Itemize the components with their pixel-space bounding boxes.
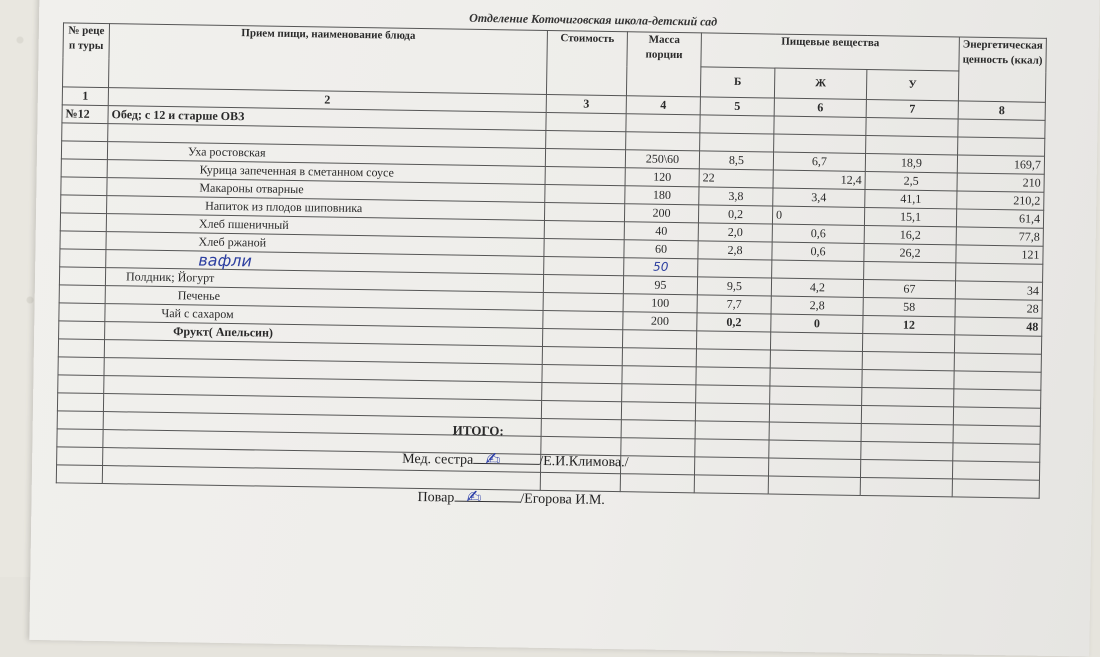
kcal-value xyxy=(954,335,1041,354)
protein-value: 0,2 xyxy=(697,313,771,332)
signature-mark: ✍ xyxy=(466,486,482,508)
protein-value: 3,8 xyxy=(699,187,773,206)
dish-name: Макароны отварные xyxy=(107,178,545,203)
dish-name: Хлеб ржаной xyxy=(106,232,544,257)
protein-value: 22 xyxy=(699,169,773,188)
kcal-value: 210,2 xyxy=(957,191,1044,210)
col-number: 8 xyxy=(958,101,1045,120)
col-nutrients: Пищевые вещества xyxy=(701,33,960,71)
fat-value: 3,4 xyxy=(773,188,865,207)
menu-sheet xyxy=(29,0,1100,657)
protein-value: 7,7 xyxy=(697,295,771,314)
fat-value: 12,4 xyxy=(773,170,865,189)
carb-value: 12 xyxy=(863,315,955,334)
dish-name: Уха ростовская xyxy=(107,142,545,167)
fat-value: 0,6 xyxy=(772,224,864,243)
col-b: Б xyxy=(700,67,774,98)
col-u: У xyxy=(866,70,958,101)
portion-value: 180 xyxy=(625,186,699,205)
fat-value: 0,6 xyxy=(772,242,864,261)
carb-value: 15,1 xyxy=(864,207,956,226)
fat-value: 0 xyxy=(771,314,863,333)
col-cost: Стоимость xyxy=(546,30,627,95)
section-number: №12 xyxy=(62,105,108,124)
dish-name-handwritten: вафли xyxy=(106,250,544,275)
col-zh: Ж xyxy=(774,68,866,99)
kcal-value: 169,7 xyxy=(957,155,1044,174)
kcal-value: 61,4 xyxy=(956,209,1043,228)
protein-value: 8,5 xyxy=(699,151,773,170)
protein-value: 9,5 xyxy=(697,277,771,296)
dish-name: Хлеб пшеничный xyxy=(106,214,544,239)
kcal-value: 34 xyxy=(955,281,1042,300)
dish-name: Полдник; Йогурт xyxy=(105,268,543,293)
portion-value: 95 xyxy=(623,276,697,295)
kcal-value: 121 xyxy=(956,245,1043,264)
col-dish: Прием пищи, наименование блюда xyxy=(109,24,548,95)
fat-value: 0 xyxy=(772,206,864,225)
nurse-label: Мед. сестра xyxy=(402,451,474,468)
protein-value: 2,8 xyxy=(698,241,772,260)
cook-signature-line xyxy=(417,486,605,509)
fat-value: 6,7 xyxy=(773,152,865,171)
portion-value: 120 xyxy=(625,168,699,187)
fat-value: 2,8 xyxy=(771,296,863,315)
fat-value xyxy=(770,332,862,351)
col-number: 7 xyxy=(866,99,958,118)
carb-value: 26,2 xyxy=(864,243,956,262)
dish-name: Чай с сахаром xyxy=(105,304,543,329)
col-number: 2 xyxy=(108,88,546,113)
header-row xyxy=(63,23,1046,72)
kcal-value: 48 xyxy=(955,317,1042,336)
col-number: 6 xyxy=(774,98,866,117)
portion-value: 200 xyxy=(623,312,697,331)
protein-value: 2,0 xyxy=(698,223,772,242)
carb-value xyxy=(862,333,954,352)
portion-value-handwritten: 50 xyxy=(624,258,698,277)
portion-value: 100 xyxy=(623,294,697,313)
col-number: 4 xyxy=(626,96,700,115)
col-number: 1 xyxy=(62,87,108,106)
kcal-value: 28 xyxy=(955,299,1042,318)
carb-value: 41,1 xyxy=(865,189,957,208)
protein-value xyxy=(696,331,770,350)
dish-name: Фрукт( Апельсин) xyxy=(105,322,543,347)
menu-table xyxy=(56,22,1047,498)
signature-blank xyxy=(454,486,520,508)
col-number: 5 xyxy=(700,97,774,116)
col-number: 3 xyxy=(546,94,626,113)
carb-value: 18,9 xyxy=(865,153,957,172)
portion-value: 200 xyxy=(624,204,698,223)
nurse-name: /Е.И.Климова./ xyxy=(539,453,629,471)
document-header: Отделение Коточиговская школа-детский сад xyxy=(469,10,718,29)
carb-value: 67 xyxy=(863,279,955,298)
total-label: ИТОГО: xyxy=(452,422,504,439)
col-portion: Масса порции xyxy=(626,32,701,97)
portion-value xyxy=(622,330,696,349)
cook-name: /Егорова И.М. xyxy=(520,491,605,508)
kcal-value: 210 xyxy=(957,173,1044,192)
carb-value: 16,2 xyxy=(864,225,956,244)
col-recipe-no: № реце п туры xyxy=(63,23,110,88)
signature-mark: ✍ xyxy=(485,449,501,471)
cook-label: Повар xyxy=(417,489,455,506)
portion-value: 40 xyxy=(624,222,698,241)
protein-value xyxy=(698,259,772,278)
carb-value: 58 xyxy=(863,297,955,316)
portion-value: 60 xyxy=(624,240,698,259)
section-title: Обед; с 12 и старше ОВЗ xyxy=(108,106,546,131)
carb-value xyxy=(864,261,956,280)
protein-value: 0,2 xyxy=(698,205,772,224)
kcal-value: 77,8 xyxy=(956,227,1043,246)
portion-value: 250\60 xyxy=(625,150,699,169)
fat-value xyxy=(772,260,864,279)
kcal-value xyxy=(956,263,1043,282)
dish-name: Напиток из плодов шиповника xyxy=(107,196,545,221)
carb-value: 2,5 xyxy=(865,171,957,190)
dish-name: Печенье xyxy=(105,286,543,311)
col-energy: Энергетическая ценность (ккал) xyxy=(958,37,1046,102)
signature-blank xyxy=(473,449,539,471)
dish-name: Курица запеченная в сметанном соусе xyxy=(107,160,545,185)
fat-value: 4,2 xyxy=(771,278,863,297)
